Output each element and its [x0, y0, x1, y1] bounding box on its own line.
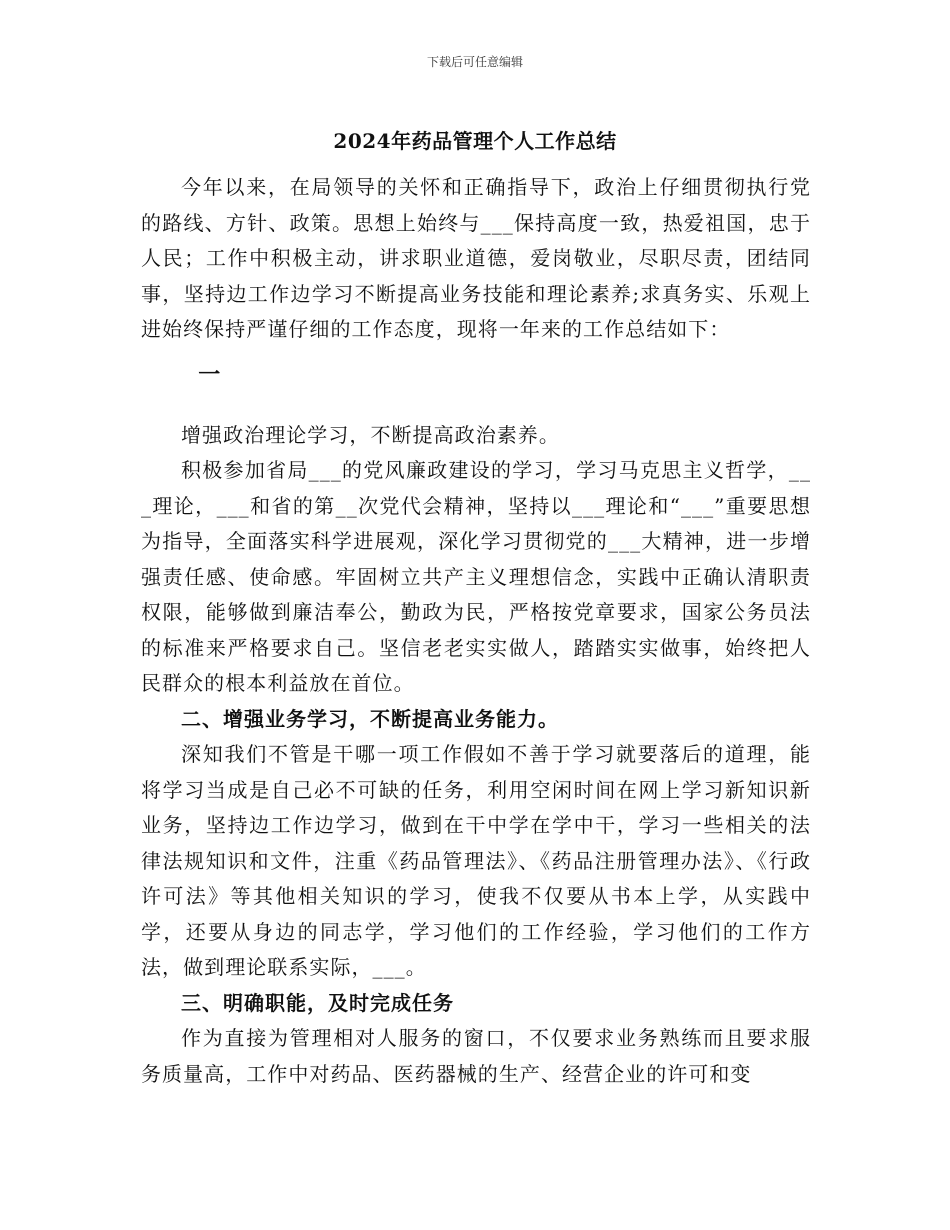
section-2-paragraph: 深知我们不管是干哪一项工作假如不善于学习就要落后的道理，能将学习当成是自己必不可缺的任务，利用空闲时间在网上学习新知识新业务，坚持边工作边学习，做到在干中学在学中干，学习一些相关的法律法规知识和文件，注重《药品管理法》、《药品注册管理办法》、《行政许可法》等其他相关知识的学习，使我不仅要从书本上学，从实践中学，还要从身边的同志学，学习他们的工作经验，学习他们的工作方法，做到理论联系实际，___。: [141, 742, 811, 979]
section-2-heading: 二、增强业务学习，不断提高业务能力。: [181, 706, 559, 731]
document-body: [141, 170, 811, 1092]
section-3-heading: 三、明确职能，及时完成任务: [181, 990, 454, 1015]
document-title: 2024年药品管理个人工作总结: [333, 129, 617, 153]
section-1-heading: 增强政治理论学习，不断提高政治素养。: [181, 422, 560, 447]
section-1-number: 一: [198, 361, 221, 388]
section-3-paragraph: 作为直接为管理相对人服务的窗口，不仅要求业务熟练而且要求服务质量高，工作中对药品、医药器械的生产、经营企业的许可和变: [141, 1026, 811, 1086]
intro-paragraph: 今年以来，在局领导的关怀和正确指导下，政治上仔细贯彻执行党的路线、方针、政策。思想上始终与___保持高度一致，热爱祖国，忠于人民；工作中积极主动，讲求职业道德，爱岗敬业，尽职尽责，团结同事，坚持边工作边学习不断提高业务技能和理论素养;求真务实、乐观上进始终保持严谨仔细的工作态度，现将一年来的工作总结如下：: [141, 175, 811, 341]
header-note: 下载后可任意编辑: [426, 55, 523, 69]
section-1-paragraph: 积极参加省局___的党风廉政建设的学习，学习马克思主义哲学，___理论，___和省的第__次党代会精神，坚持以___理论和“___”重要思想为指导，全面落实科学进展观，深化学习贯彻党的___大精神，进一步增强责任感、使命感。牢固树立共产主义理想信念，实践中正确认清职责权限，能够做到廉洁奉公，勤政为民，严格按党章要求，国家公务员法的标准来严格要求自己。坚信老老实实做人，踏踏实实做事，始终把人民群众的根本利益放在首位。: [141, 458, 811, 695]
